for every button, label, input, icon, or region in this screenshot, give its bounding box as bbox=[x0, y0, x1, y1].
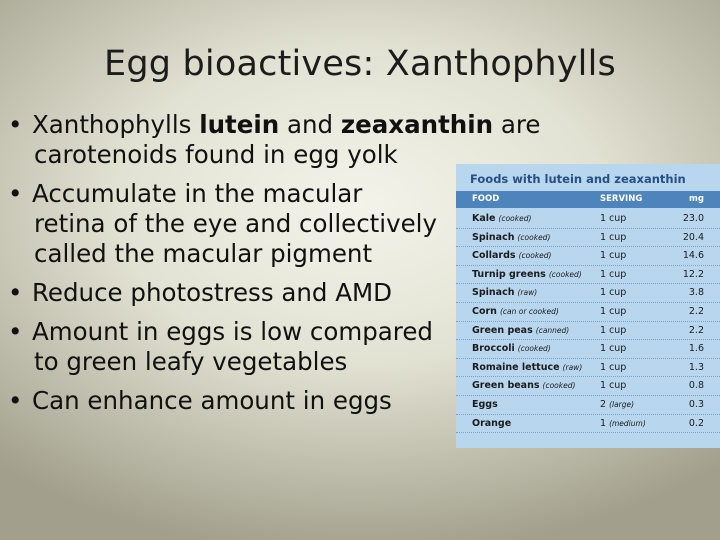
serving-value: 1 cup bbox=[600, 268, 627, 280]
mg-cell: 0.3 bbox=[688, 398, 704, 410]
bullet-text: Can enhance amount in eggs bbox=[32, 386, 392, 415]
table-row bbox=[456, 396, 720, 415]
table-row bbox=[456, 210, 720, 229]
mg-cell: 2.2 bbox=[688, 324, 704, 336]
bullet-text: are bbox=[493, 110, 541, 139]
table-row bbox=[456, 322, 720, 341]
serving-cell bbox=[596, 284, 676, 302]
food-name: Collards bbox=[472, 250, 516, 262]
bullet-text: retina of the eye and collectively bbox=[34, 209, 437, 238]
table-body bbox=[456, 210, 720, 433]
food-cell bbox=[456, 377, 596, 395]
bullet-text: and bbox=[279, 110, 341, 139]
food-name: Kale bbox=[472, 213, 496, 224]
serving-value: 1 cup bbox=[600, 213, 627, 224]
mg-cell: 3.8 bbox=[688, 287, 704, 299]
bullet-dot-icon: • bbox=[8, 179, 23, 208]
bullet-text: Accumulate in the macular bbox=[32, 179, 363, 208]
mg-cell: 1.6 bbox=[688, 343, 704, 355]
food-cell bbox=[456, 303, 596, 321]
bullet-item bbox=[8, 110, 568, 170]
bullet-dot-icon: • bbox=[8, 386, 23, 415]
bullet-bold-term: zeaxanthin bbox=[340, 110, 494, 139]
food-cell bbox=[456, 359, 596, 377]
food-name: Corn bbox=[472, 305, 497, 317]
food-note: (cooked) bbox=[542, 381, 576, 391]
serving-value: 1 cup bbox=[600, 343, 627, 355]
food-cell bbox=[456, 322, 596, 340]
serving-note: (medium) bbox=[609, 418, 646, 428]
food-note: (cooked) bbox=[517, 344, 551, 354]
table-row bbox=[456, 229, 720, 248]
food-note: (cooked) bbox=[498, 214, 532, 223]
food-name: Eggs bbox=[472, 398, 498, 410]
serving-cell bbox=[596, 210, 676, 228]
food-name: Green beans bbox=[472, 380, 540, 392]
serving-value: 1 cup bbox=[600, 231, 627, 243]
serving-cell bbox=[596, 396, 676, 414]
food-name: Spinach bbox=[472, 231, 515, 243]
serving-cell bbox=[596, 377, 676, 395]
serving-cell bbox=[596, 359, 676, 377]
bullet-text: Reduce photostress and AMD bbox=[32, 278, 393, 307]
table-row bbox=[456, 377, 720, 396]
food-cell bbox=[456, 340, 596, 358]
mg-cell: 23.0 bbox=[682, 213, 704, 224]
food-name: Romaine lettuce bbox=[472, 361, 560, 373]
serving-value: 1 cup bbox=[600, 287, 627, 299]
table-row bbox=[456, 266, 720, 285]
slide-title: Egg bioactives: Xanthophylls bbox=[104, 44, 616, 84]
mg-cell: 0.8 bbox=[688, 380, 704, 392]
table-row bbox=[456, 247, 720, 266]
bullet-text: to green leafy vegetables bbox=[34, 347, 348, 376]
serving-value: 1 cup bbox=[600, 305, 627, 317]
serving-value: 1 cup bbox=[600, 250, 627, 262]
food-cell bbox=[456, 266, 596, 284]
food-cell bbox=[456, 210, 596, 228]
column-header-food: FOOD bbox=[472, 194, 500, 204]
serving-value: 2 bbox=[600, 398, 607, 410]
food-note: (raw) bbox=[562, 362, 583, 372]
lutein-foods-table bbox=[456, 164, 720, 448]
serving-cell bbox=[596, 266, 676, 284]
food-name: Turnip greens bbox=[472, 268, 546, 280]
serving-cell bbox=[596, 303, 676, 321]
serving-cell bbox=[596, 247, 676, 265]
food-note: (cooked) bbox=[548, 269, 582, 279]
mg-cell: 14.6 bbox=[682, 250, 704, 262]
food-note: (raw) bbox=[517, 288, 538, 298]
food-note: (can or cooked) bbox=[499, 306, 559, 316]
food-name: Orange bbox=[472, 417, 512, 429]
table-row bbox=[456, 359, 720, 378]
serving-cell bbox=[596, 322, 676, 340]
serving-note: (large) bbox=[609, 399, 635, 409]
bullet-dot-icon: • bbox=[8, 278, 23, 307]
food-note: (cooked) bbox=[518, 251, 552, 261]
food-name: Spinach bbox=[472, 287, 515, 299]
serving-cell bbox=[596, 415, 676, 433]
food-cell bbox=[456, 247, 596, 265]
bullet-text: called the macular pigment bbox=[34, 239, 373, 268]
serving-value: 1 cup bbox=[600, 361, 627, 373]
bullet-dot-icon: • bbox=[8, 110, 23, 139]
food-cell bbox=[456, 396, 596, 414]
table-row bbox=[456, 284, 720, 303]
food-cell bbox=[456, 415, 596, 433]
food-note: (canned) bbox=[535, 325, 570, 335]
mg-cell: 1.3 bbox=[688, 361, 704, 373]
serving-cell bbox=[596, 340, 676, 358]
bullet-text: carotenoids found in egg yolk bbox=[34, 140, 398, 169]
table-row bbox=[456, 303, 720, 322]
table-header-row bbox=[456, 191, 720, 208]
food-cell bbox=[456, 284, 596, 302]
table-row bbox=[456, 340, 720, 359]
food-name: Green peas bbox=[472, 324, 533, 336]
column-header-mg: mg bbox=[689, 194, 704, 204]
food-cell bbox=[456, 229, 596, 247]
bullet-bold-term: lutein bbox=[199, 110, 280, 139]
serving-cell bbox=[596, 229, 676, 247]
table-title: Foods with lutein and zeaxanthin bbox=[470, 172, 686, 186]
mg-cell: 2.2 bbox=[688, 305, 704, 317]
bullet-text: Xanthophylls bbox=[32, 110, 200, 139]
mg-cell: 0.2 bbox=[688, 417, 704, 429]
serving-value: 1 cup bbox=[600, 380, 627, 392]
bullet-dot-icon: • bbox=[8, 317, 23, 346]
bullet-text: Amount in eggs is low compared bbox=[32, 317, 433, 346]
serving-value: 1 cup bbox=[600, 324, 627, 336]
food-note: (cooked) bbox=[517, 232, 551, 242]
column-header-serving: SERVING bbox=[600, 194, 643, 204]
mg-cell: 20.4 bbox=[682, 231, 704, 243]
table-row bbox=[456, 415, 720, 434]
serving-value: 1 bbox=[600, 417, 607, 429]
mg-cell: 12.2 bbox=[682, 268, 704, 280]
food-name: Broccoli bbox=[472, 343, 515, 355]
